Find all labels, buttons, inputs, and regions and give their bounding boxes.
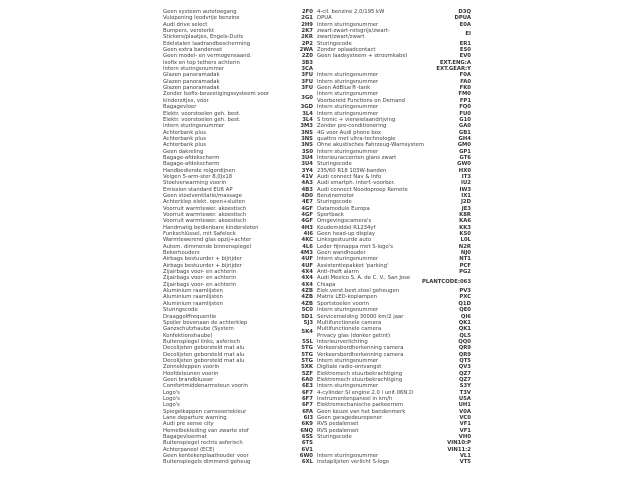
option-description: Audi connect Noodoproep Remote <box>317 186 408 193</box>
option-description: Bekerhouders <box>163 250 200 257</box>
option-code: J2D <box>460 199 471 206</box>
option-code: 3S0 <box>301 148 313 155</box>
option-code: 5K4 <box>301 329 313 336</box>
option-description: Handbediende rolgordijnen <box>163 167 236 174</box>
options-list-left <box>163 9 313 466</box>
option-code: QV3 <box>458 364 471 371</box>
option-code: JE3 <box>461 205 471 212</box>
option-code: VC0 <box>459 415 471 421</box>
option-description: Verkeersbordherkenning camera <box>317 351 404 358</box>
option-code: IX1 <box>461 192 471 199</box>
option-row <box>163 91 313 104</box>
option-code: KK3 <box>459 224 471 231</box>
option-description: Voorruit warmtewer. akoestisch <box>163 212 247 218</box>
option-code: VL1 <box>459 453 471 460</box>
option-code: 2G1 <box>301 15 313 22</box>
option-description: Bagagevloermat <box>163 434 207 441</box>
option-description: Bagage-afdekscherm <box>163 161 220 168</box>
option-description: Sturingscode <box>163 307 198 314</box>
option-description: Ohne akustisches Fahrzeug-Warnsystem <box>317 142 424 149</box>
option-code: 4KC <box>301 237 313 244</box>
option-code: 5J3 <box>303 319 313 326</box>
option-description: Intern sturingsnummer <box>317 72 379 79</box>
option-description: Geen extra bandenset <box>163 47 223 54</box>
option-row <box>317 459 471 465</box>
option-code: VIN11:2 <box>447 446 471 453</box>
option-description: Interieuraccenten glans zwart <box>317 154 397 161</box>
option-code: 2H9 <box>301 21 313 28</box>
option-code: QT5 <box>459 357 471 364</box>
option-code: PXC <box>459 294 471 301</box>
option-description: Zonnekleppen voorin <box>163 364 220 371</box>
option-code: GW0 <box>457 161 471 168</box>
option-description: Intern sturingsnummer <box>163 123 225 130</box>
option-code: 6V1 <box>301 446 313 453</box>
option-code: E0A <box>459 21 471 28</box>
option-description: Glazen panoramadak <box>163 72 220 79</box>
option-description: Spiegelkappen carrosseriekleur <box>163 408 247 415</box>
option-description: Zijairbags voor- en achterin <box>163 275 237 282</box>
option-code: T3V <box>459 389 471 396</box>
option-description: Intern sturingsnummer <box>163 66 225 73</box>
option-description: Achterbank plus <box>163 129 206 136</box>
option-code: 4ZB <box>301 294 313 301</box>
option-code: S3Y <box>459 383 471 390</box>
option-description: Benzinemotor <box>317 192 355 199</box>
option-description: Stoelverwarming voorin <box>163 180 227 187</box>
option-code: IU2 <box>461 180 471 187</box>
option-description: Multifunctionele camera <box>317 326 382 333</box>
option-code: 3NS <box>301 142 313 149</box>
option-description: Privacy glas (donker getint) <box>317 332 391 339</box>
option-code: 3FU <box>301 78 313 85</box>
option-description: S tronic + vierwielaandrijving <box>317 116 396 123</box>
option-description: Audi Mexico S. A. de C. V., San Jose Chiapa <box>317 275 411 288</box>
option-description: Sportstoelen voorin <box>317 300 369 307</box>
option-code: 3L4 <box>302 116 313 123</box>
option-description: Multifunctionele camera <box>317 319 382 326</box>
option-code: KA6 <box>459 218 471 225</box>
option-description: Decolijsten geborsteld mat alu <box>163 351 245 358</box>
option-code: ES0 <box>459 47 471 54</box>
option-code: Q1D <box>458 300 471 307</box>
option-description: Isofix en top tethers achterin <box>163 59 240 66</box>
option-code: 6XL <box>301 459 313 466</box>
option-code: 6I3 <box>303 415 313 421</box>
option-code: G10 <box>459 116 471 123</box>
option-description: Bagagevloer <box>163 104 197 111</box>
option-description: Airbags bestuurder + bijrijder <box>163 256 242 263</box>
option-description: Airbags bestuurder + bijrijder <box>163 262 242 269</box>
option-description: Emission standard EU6 AP <box>163 186 233 193</box>
option-code: 3Y4 <box>301 167 313 174</box>
option-code: FA0 <box>460 78 471 85</box>
option-description: 4-cil. benzine 2,0/195 kW <box>317 9 385 15</box>
option-description: Edelstalen laadrandbescherming <box>163 40 251 47</box>
option-code: QZ7 <box>458 370 471 377</box>
option-description: Audi smartph. interf.-voorber. <box>317 180 396 187</box>
option-code: 4L6 <box>302 243 313 250</box>
option-code: 5TG <box>301 351 313 358</box>
option-code: 6F7 <box>302 402 313 409</box>
option-code: 6SS <box>301 434 313 441</box>
option-description: Zijairbags voor- en achterin <box>163 281 237 288</box>
option-description: Bagage-afdekscherm <box>163 154 220 161</box>
option-code: 3FU <box>301 85 313 92</box>
option-description: Geen head-up display <box>317 231 376 238</box>
option-description: Datamodule Europa <box>317 205 370 212</box>
option-description: Geen wandhouder <box>317 250 366 257</box>
option-code: 4UF <box>301 256 313 263</box>
option-code: QI6 <box>460 313 471 320</box>
option-code: 3U4 <box>301 154 313 161</box>
option-description: Buitenspiegels dimmend geheug <box>163 459 251 466</box>
option-code: 6F7 <box>302 395 313 402</box>
option-description: DPUA <box>317 15 332 22</box>
option-description: Leder fijnnappa met S-logo's <box>317 243 394 250</box>
option-code: QQ0 <box>458 338 471 345</box>
option-description: Intern sturingsnummer <box>317 453 379 460</box>
option-description: Voorruit warmtewer. akoestisch <box>163 205 247 212</box>
option-code: GT6 <box>459 154 471 161</box>
option-description: Stickers/plaatjes, Engels-Duits <box>163 34 244 41</box>
option-code: EXT.ENG:A <box>439 59 471 66</box>
option-code: KS0 <box>459 231 471 238</box>
option-code: IW3 <box>459 186 471 193</box>
option-row <box>317 275 471 288</box>
option-code: 2P2 <box>301 40 313 47</box>
option-row <box>163 459 313 465</box>
option-description: Zijairbags voor- en achterin <box>163 269 237 276</box>
option-code: IT3 <box>461 173 471 180</box>
option-description: Intern sturingsnummer <box>317 78 379 85</box>
option-code: PLANTCODE:063 <box>422 278 471 285</box>
option-code: 5TG <box>301 345 313 352</box>
option-code: 6FA <box>302 408 313 415</box>
option-description: Audi drive select <box>163 21 208 28</box>
option-code: QK1 <box>458 326 471 333</box>
option-code: 3L4 <box>302 110 313 117</box>
option-description: Geen systeem autotoegang <box>163 9 237 15</box>
option-description: Achterpaneel (ECE) <box>163 446 215 453</box>
option-description: Elek.verst.best.stoel geheugen <box>317 288 400 295</box>
option-row <box>163 326 313 339</box>
option-description: Elektr. voorstoelen geh. best. <box>163 110 241 117</box>
option-description: Sportback <box>317 212 344 218</box>
option-code: 2K7 <box>301 28 313 35</box>
option-description: Geen dakreling <box>163 148 204 155</box>
option-code: 4GF <box>301 218 313 225</box>
option-code: VH0 <box>458 434 471 441</box>
option-description: Logo's <box>163 402 180 409</box>
option-description: Geen kentekenplaathouder voor <box>163 453 249 460</box>
option-description: quattro met ultra-technologie <box>317 135 396 142</box>
option-code: 41V <box>301 173 313 180</box>
option-description: Interieurverlichting <box>317 338 368 345</box>
option-description: Elektromechanische parkeerrem <box>317 402 404 409</box>
option-description: Decolijsten geborsteld mat alu <box>163 357 245 364</box>
option-description: Assistentiepakket 'parking' <box>317 262 389 269</box>
option-code: PV3 <box>459 288 471 295</box>
option-code: UH1 <box>458 402 471 409</box>
option-code: QZ7 <box>458 376 471 383</box>
option-description: Buitenspiegel rechts asferisch <box>163 440 243 447</box>
option-code: 3FU <box>301 72 313 79</box>
option-description: 4G voor Audi phone box <box>317 129 381 136</box>
option-description: Elektromech stuurbekrachtiging <box>317 370 403 377</box>
option-code: ER1 <box>459 40 471 47</box>
option-code: GP1 <box>459 148 471 155</box>
option-code: VF1 <box>459 427 471 434</box>
option-code: U5A <box>458 395 471 402</box>
option-description: Servicemelding 30000 km/2 jaar <box>317 313 404 320</box>
option-description: RVS pedalenset <box>317 427 359 434</box>
option-code: GB1 <box>458 129 471 136</box>
option-description: Buitenspiegel links, asferisch <box>163 338 241 345</box>
option-description: Instrumentenpaneel in km/h <box>317 395 393 402</box>
option-code: FM0 <box>458 91 471 98</box>
option-description: Omgevingscamera's <box>317 218 372 225</box>
option-description: Velgen 5-arm-ster 8,0Jx18 <box>163 173 233 180</box>
option-code: 4X4 <box>301 275 313 282</box>
option-code: 5TG <box>301 357 313 364</box>
option-description: Anti-theft alarm <box>317 269 359 276</box>
option-description: Hemelbekleding van zwarte stof <box>163 427 249 434</box>
option-description: Linksgestuurde auto <box>317 237 372 244</box>
option-description: Comfortmiddenarmsteun voorin <box>163 383 249 390</box>
option-code: 3U4 <box>301 161 313 168</box>
option-description: Intern sturingsnummer <box>317 307 379 314</box>
option-description: Sturingscode <box>317 434 352 441</box>
option-code: 6E3 <box>302 383 313 390</box>
option-description: Verkeersbordherkenning camera <box>317 345 404 352</box>
option-code: 6NQ <box>300 427 313 434</box>
option-description: Koudemiddel R1234yf <box>317 224 376 231</box>
option-code: 3G0 <box>301 94 313 101</box>
option-code: F0A <box>459 72 471 79</box>
option-code: 3M3 <box>300 123 313 130</box>
option-description: Autom. dimmende binnenspiegel <box>163 243 252 250</box>
option-description: Logo's <box>163 389 180 396</box>
option-description: 4-cylinder SI engine 2.0 l unit 06N.D <box>317 389 414 396</box>
option-description: Achterklep elekt. open+sluiten <box>163 199 246 206</box>
option-code: 3CA <box>301 66 313 73</box>
option-code: 5C0 <box>301 307 313 314</box>
option-code: 4GF <box>301 205 313 212</box>
option-code: N2R <box>458 243 471 250</box>
option-code: 4GF <box>301 212 313 218</box>
option-row <box>317 28 471 41</box>
option-code: DPUA <box>454 15 471 22</box>
option-code: QK1 <box>458 319 471 326</box>
option-description: Intern sturingsnummer <box>317 357 379 364</box>
option-code: 4X4 <box>301 269 313 276</box>
option-description: Spoiler bovenaan de achterklep <box>163 319 248 326</box>
option-code: FK0 <box>459 85 471 92</box>
option-code: VF1 <box>459 421 471 428</box>
option-description: Intern sturingsnummer <box>317 91 379 98</box>
option-description: Intern sturingsnummer <box>317 148 379 155</box>
option-description: Zonder pre-conditionering <box>317 123 387 130</box>
option-code: 6F7 <box>302 389 313 396</box>
option-code: 4H3 <box>301 224 313 231</box>
option-description: Sturingscode <box>317 40 352 47</box>
option-description: Geen stoelventilatie/massage <box>163 192 242 199</box>
option-description: Achterbank plus <box>163 135 206 142</box>
option-code: QR9 <box>458 345 471 352</box>
option-code: 3NS <box>301 129 313 136</box>
option-code: EI <box>465 31 471 38</box>
option-code: 6TS <box>301 440 313 447</box>
option-code: 5D1 <box>301 313 313 320</box>
option-description: Funkschlüssel, mit Safelock <box>163 231 236 238</box>
option-code: 4I6 <box>303 231 313 238</box>
option-description: Aluminium raamlijsten <box>163 288 223 295</box>
option-code: VT5 <box>459 459 471 466</box>
option-description: Sturingscode <box>317 199 352 206</box>
option-description: Draaggolffrequentie <box>163 313 217 320</box>
option-code: GM0 <box>457 142 471 149</box>
option-code: GA0 <box>458 123 471 130</box>
option-description: Warmtewerend glas opzij+achter <box>163 237 252 244</box>
option-code: GH4 <box>458 135 471 142</box>
option-code: 4A3 <box>301 180 313 187</box>
option-description: Intern sturingsnummer <box>317 110 379 117</box>
option-code: 2KR <box>301 34 313 41</box>
option-description: Zonder Isofix-bevestigingssysteem voor kinderzitjes, vóór <box>163 91 270 104</box>
option-code: 4D0 <box>301 192 313 199</box>
option-description: RVS pedalenset <box>317 421 359 428</box>
option-description: Intern sturingsnummer <box>317 21 379 28</box>
options-list-right <box>317 9 471 466</box>
option-code: PCF <box>459 262 471 269</box>
option-description: Voorbereid Functions on Demand <box>317 97 406 104</box>
option-code: 4M3 <box>300 250 313 257</box>
option-code: 3B3 <box>301 59 313 66</box>
option-code: FP1 <box>459 97 471 104</box>
option-code: 4UF <box>301 262 313 269</box>
option-description: Geen garagedeuropener <box>317 415 383 421</box>
option-code: V0A <box>459 408 471 415</box>
option-description: Elektromech stuurbekrachtiging <box>317 376 403 383</box>
option-description: Handmatig bedienbare kindersloten <box>163 224 259 231</box>
option-code: D3Q <box>458 9 471 15</box>
option-description: Decolijsten geborsteld mat alu <box>163 345 245 352</box>
option-code: L0L <box>460 237 471 244</box>
option-code: QE0 <box>459 307 471 314</box>
option-code: NJ0 <box>460 250 471 257</box>
option-description: Intern sturingsnummer <box>317 104 379 111</box>
option-code: 4ZB <box>301 288 313 295</box>
option-code: FU0 <box>459 110 471 117</box>
option-code: 2WA <box>299 47 313 54</box>
option-code: 4E7 <box>302 199 313 206</box>
option-description: Zonder oplaadcontact <box>317 47 376 54</box>
option-description: Voorruit warmtewer. akoestisch <box>163 218 247 225</box>
option-code: 5SL <box>302 338 313 345</box>
option-description: Intern sturingsnummer <box>317 383 379 390</box>
option-description: Elektr. voorstoelen geh. best. <box>163 116 241 123</box>
option-code: 2F0 <box>302 9 313 15</box>
option-description: 235/60 R18 103W-banden <box>317 167 387 174</box>
option-code: EV0 <box>459 53 471 60</box>
option-description: Hoofdsteunen voorin <box>163 370 219 377</box>
option-description: Geen laadsysteem + stroomkabel <box>317 53 408 60</box>
option-description: zwart-zwart-rotsgrijs/zwart- zwart/zwart/zwart <box>317 28 390 41</box>
option-description: Matrix LED-koplampen <box>317 294 377 301</box>
option-description: Aluminium raamlijsten <box>163 294 223 301</box>
option-description: Geen model- en vermogensaand. <box>163 53 252 60</box>
option-code: 2Z0 <box>301 53 313 60</box>
option-code: 4ZB <box>301 300 313 307</box>
option-description: Digitale radio-ontvangst <box>317 364 382 371</box>
option-code: 6K9 <box>301 421 313 428</box>
option-description: Lane departure warning <box>163 415 227 421</box>
option-code: EXT.GEAR:Y <box>436 66 471 73</box>
option-code: 6A0 <box>301 376 313 383</box>
option-code: FQ0 <box>459 104 471 111</box>
option-description: Vulopening loodvrije benzine <box>163 15 240 22</box>
option-description: Geen AdBlue®-tank <box>317 85 371 92</box>
option-code: HX0 <box>458 167 471 174</box>
option-code: 5XK <box>301 364 313 371</box>
option-code: VIN10:P <box>447 440 471 447</box>
option-description: Ganzschutzhaube (System Konfektionshaube) <box>163 326 234 339</box>
option-description: Bumpers, versterkt <box>163 28 215 35</box>
option-description: Intern sturingsnummer <box>317 256 379 263</box>
option-description: Geen brandblusser <box>163 376 214 383</box>
option-code: QL5 <box>459 332 471 339</box>
option-code: 4B3 <box>301 186 313 193</box>
option-code: 5ZF <box>301 370 313 377</box>
option-code: 4X4 <box>301 281 313 288</box>
option-code: K8R <box>459 212 471 218</box>
option-description: Sturingscode <box>317 161 352 168</box>
option-description: Glazen panoramadak <box>163 78 220 85</box>
option-description: Audi connect Nav & Info <box>317 173 382 180</box>
option-code: PG2 <box>459 269 471 276</box>
option-code: NT1 <box>459 256 471 263</box>
option-description: Geen keuze van het bandenmerk <box>317 408 406 415</box>
option-code: 6W0 <box>299 453 313 460</box>
option-description: Aluminium raamlijsten <box>163 300 223 307</box>
option-description: Audi pre sense city <box>163 421 214 428</box>
option-description: Instaplijsten verlicht S-logo <box>317 459 390 466</box>
option-description: Glazen panoramadak <box>163 85 220 92</box>
option-description: Achterbank plus <box>163 142 206 149</box>
option-code: QR9 <box>458 351 471 358</box>
option-description: Logo's <box>163 395 180 402</box>
option-code: 3NS <box>301 135 313 142</box>
option-code: 3GD <box>300 104 313 111</box>
